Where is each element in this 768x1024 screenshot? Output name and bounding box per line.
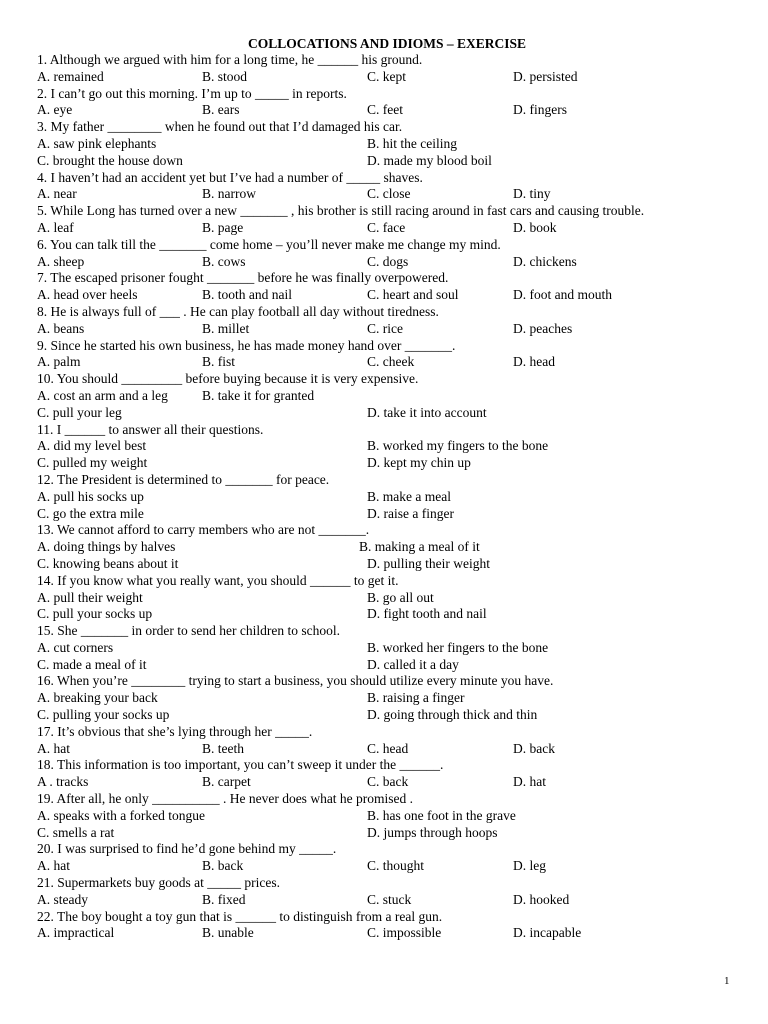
answer-option[interactable]: A. did my level best <box>37 438 147 454</box>
options-row <box>37 892 737 909</box>
answer-option[interactable]: A. hat <box>37 858 70 874</box>
question-text: 13. We cannot afford to carry members who are not _______. <box>37 522 370 538</box>
page-number: 1 <box>724 975 730 987</box>
answer-option[interactable]: C. dogs <box>367 253 409 269</box>
answer-option[interactable]: B. ears <box>202 102 240 118</box>
answer-option[interactable]: A. saw pink elephants <box>37 135 157 151</box>
options-row <box>37 321 737 338</box>
answer-option[interactable]: A. leaf <box>37 219 74 235</box>
answer-option[interactable]: D. going through thick and thin <box>367 707 538 723</box>
options-row <box>37 455 737 472</box>
options-row <box>37 808 737 825</box>
page-title: COLLOCATIONS AND IDIOMS – EXERCISE <box>247 36 527 51</box>
question-text: 21. Supermarkets buy goods at _____ prices. <box>37 875 280 891</box>
answer-option[interactable]: A. pull their weight <box>37 589 143 605</box>
answer-option[interactable]: C. pulling your socks up <box>37 707 170 723</box>
answer-option[interactable]: C. close <box>367 186 411 202</box>
answer-option[interactable]: D. take it into account <box>367 404 487 420</box>
question-text: 11. I ______ to answer all their questions. <box>37 421 264 437</box>
question-text: 10. You should _________ before buying because it is very expensive. <box>37 371 419 387</box>
options-row <box>37 707 737 724</box>
answer-option[interactable]: A. beans <box>37 320 85 336</box>
question-text: 20. I was surprised to find he’d gone behind my _____. <box>37 841 337 857</box>
answer-option[interactable]: C. thought <box>367 858 425 874</box>
answer-option[interactable]: A. steady <box>37 891 88 907</box>
question-text: 4. I haven’t had an accident yet but I’ve had a number of _____ shaves. <box>37 169 423 185</box>
answer-option[interactable]: B. fixed <box>202 891 246 907</box>
answer-option[interactable]: B. take it for granted <box>202 387 315 403</box>
options-row <box>37 774 737 791</box>
answer-option[interactable]: B. has one foot in the grave <box>367 807 516 823</box>
options-row <box>37 153 737 170</box>
answer-option[interactable]: B. millet <box>202 320 250 336</box>
question-list <box>37 52 737 942</box>
answer-option[interactable]: C. face <box>367 219 406 235</box>
options-row <box>37 657 737 674</box>
options-row <box>37 186 737 203</box>
answer-option[interactable]: B. carpet <box>202 774 251 790</box>
answer-option[interactable]: B. cows <box>202 253 246 269</box>
question-text: 15. She _______ in order to send her children to school. <box>37 623 340 639</box>
answer-option[interactable]: D. kept my chin up <box>367 455 471 471</box>
answer-option[interactable]: A. speaks with a forked tongue <box>37 807 205 823</box>
answer-option[interactable]: D. raise a finger <box>367 505 454 521</box>
answer-option[interactable]: A. eye <box>37 102 73 118</box>
options-row <box>37 556 737 573</box>
options-row <box>37 489 737 506</box>
answer-option[interactable]: B. hit the ceiling <box>367 135 457 151</box>
answer-option[interactable]: B. go all out <box>367 589 434 605</box>
options-row <box>37 741 737 758</box>
answer-option[interactable]: B. make a meal <box>367 488 451 504</box>
options-row <box>37 69 737 86</box>
answer-option[interactable]: A. palm <box>37 354 81 370</box>
answer-option[interactable]: D. incapable <box>513 925 582 941</box>
answer-option[interactable]: D. persisted <box>513 68 578 84</box>
options-row <box>37 388 737 405</box>
answer-option[interactable]: C. brought the house down <box>37 152 183 168</box>
answer-option[interactable]: B. teeth <box>202 740 244 756</box>
answer-option[interactable]: A. cost an arm and a leg <box>37 387 168 403</box>
answer-option[interactable]: D. called it a day <box>367 656 459 672</box>
options-row <box>37 590 737 607</box>
answer-option[interactable]: D. hooked <box>513 891 570 907</box>
answer-option[interactable]: C. back <box>367 774 409 790</box>
answer-option[interactable]: D. tiny <box>513 186 551 202</box>
answer-option[interactable]: C. made a meal of it <box>37 656 147 672</box>
answer-option[interactable]: C. cheek <box>367 354 415 370</box>
worksheet <box>37 35 737 942</box>
answer-option[interactable]: D. hat <box>513 774 546 790</box>
answer-option[interactable]: A. hat <box>37 740 70 756</box>
question-text: 6. You can talk till the _______ come home – you’ll never make me change my mind. <box>37 236 501 252</box>
answer-option[interactable]: C. knowing beans about it <box>37 555 179 571</box>
answer-option[interactable]: D. fingers <box>513 102 567 118</box>
question-text: 2. I can’t go out this morning. I’m up to _____ in reports. <box>37 85 347 101</box>
question-text: 16. When you’re ________ trying to start a business, you should utilize every minute you have. <box>37 673 554 689</box>
answer-option[interactable]: C. impossible <box>367 925 442 941</box>
answer-option[interactable]: B. raising a finger <box>367 690 465 706</box>
answer-option[interactable]: A. pull his socks up <box>37 488 144 504</box>
answer-option[interactable]: C. pulled my weight <box>37 455 148 471</box>
answer-option[interactable]: A. breaking your back <box>37 690 158 706</box>
options-row <box>37 438 737 455</box>
options-row <box>37 825 737 842</box>
answer-option[interactable]: C. smells a rat <box>37 824 115 840</box>
answer-option[interactable]: A. sheep <box>37 253 85 269</box>
options-row <box>37 287 737 304</box>
question-text: 22. The boy bought a toy gun that is ______ to distinguish from a real gun. <box>37 908 443 924</box>
question-text: 3. My father ________ when he found out that I’d damaged his car. <box>37 119 403 135</box>
question-text: 19. After all, he only __________ . He never does what he promised . <box>37 791 414 807</box>
question-text: 5. While Long has turned over a new _______ , his brother is still racing around in fast cars and causing trouble. <box>37 203 645 219</box>
options-row <box>37 640 737 657</box>
answer-option[interactable]: B. worked her fingers to the bone <box>367 639 549 655</box>
answer-option[interactable]: D. jumps through hoops <box>367 824 498 840</box>
answer-option[interactable]: B. tooth and nail <box>202 287 292 303</box>
answer-option[interactable]: D. head <box>513 354 555 370</box>
options-row <box>37 254 737 271</box>
answer-option[interactable]: A. head over heels <box>37 287 138 303</box>
answer-option[interactable]: C. pull your leg <box>37 404 122 420</box>
answer-option[interactable]: B. unable <box>202 925 254 941</box>
answer-option[interactable]: D. book <box>513 219 557 235</box>
options-row <box>37 858 737 875</box>
question-text: 17. It’s obvious that she’s lying through her _____. <box>37 723 313 739</box>
options-row <box>37 925 737 942</box>
answer-option[interactable]: C. heart and soul <box>367 287 459 303</box>
answer-option[interactable]: C. head <box>367 740 409 756</box>
answer-option[interactable]: B. stood <box>202 68 248 84</box>
options-row <box>37 220 737 237</box>
answer-option[interactable]: A. near <box>37 186 77 202</box>
answer-option[interactable]: A. cut corners <box>37 639 114 655</box>
answer-option[interactable]: B. narrow <box>202 186 256 202</box>
question-text: 14. If you know what you really want, you should ______ to get it. <box>37 572 399 588</box>
answer-option[interactable]: B. back <box>202 858 244 874</box>
answer-option[interactable]: B. fist <box>202 354 236 370</box>
answer-option[interactable]: D. foot and mouth <box>513 287 612 303</box>
answer-option[interactable]: C. kept <box>367 68 406 84</box>
options-row <box>37 354 737 371</box>
answer-option[interactable]: A. doing things by halves <box>37 539 176 555</box>
options-row <box>37 690 737 707</box>
answer-option[interactable]: A. remained <box>37 68 104 84</box>
question-text: 8. He is always full of ___ . He can play football all day without tiredness. <box>37 303 439 319</box>
answer-option[interactable]: D. chickens <box>513 253 577 269</box>
answer-option[interactable]: B. page <box>202 219 244 235</box>
answer-option[interactable]: C. feet <box>367 102 403 118</box>
answer-option[interactable]: C. go the extra mile <box>37 505 144 521</box>
options-row <box>37 102 737 119</box>
options-row <box>37 506 737 523</box>
answer-option[interactable]: B. making a meal of it <box>359 539 480 555</box>
answer-option[interactable]: D. made my blood boil <box>367 152 492 168</box>
question-text: 12. The President is determined to _______ for peace. <box>37 471 330 487</box>
answer-option[interactable]: B. worked my fingers to the bone <box>367 438 549 454</box>
answer-option[interactable]: C. rice <box>367 320 403 336</box>
options-row <box>37 405 737 422</box>
options-row <box>37 539 737 556</box>
answer-option[interactable]: D. pulling their weight <box>367 555 490 571</box>
answer-option[interactable]: C. stuck <box>367 891 412 907</box>
question-text: 9. Since he started his own business, he has made money hand over _______. <box>37 337 456 353</box>
question-text: 18. This information is too important, you can’t sweep it under the ______. <box>37 757 444 773</box>
answer-option[interactable]: D. leg <box>513 858 546 874</box>
options-row <box>37 606 737 623</box>
answer-option[interactable]: A . tracks <box>37 774 89 790</box>
answer-option[interactable]: D. fight tooth and nail <box>367 606 487 622</box>
answer-option[interactable]: A. impractical <box>37 925 115 941</box>
answer-option[interactable]: C. pull your socks up <box>37 606 153 622</box>
answer-option[interactable]: D. back <box>513 740 555 756</box>
answer-option[interactable]: D. peaches <box>513 320 573 336</box>
question-text: 1. Although we argued with him for a long time, he ______ his ground. <box>37 52 423 67</box>
options-row <box>37 136 737 153</box>
question-text: 7. The escaped prisoner fought _______ before he was finally overpowered. <box>37 270 449 286</box>
